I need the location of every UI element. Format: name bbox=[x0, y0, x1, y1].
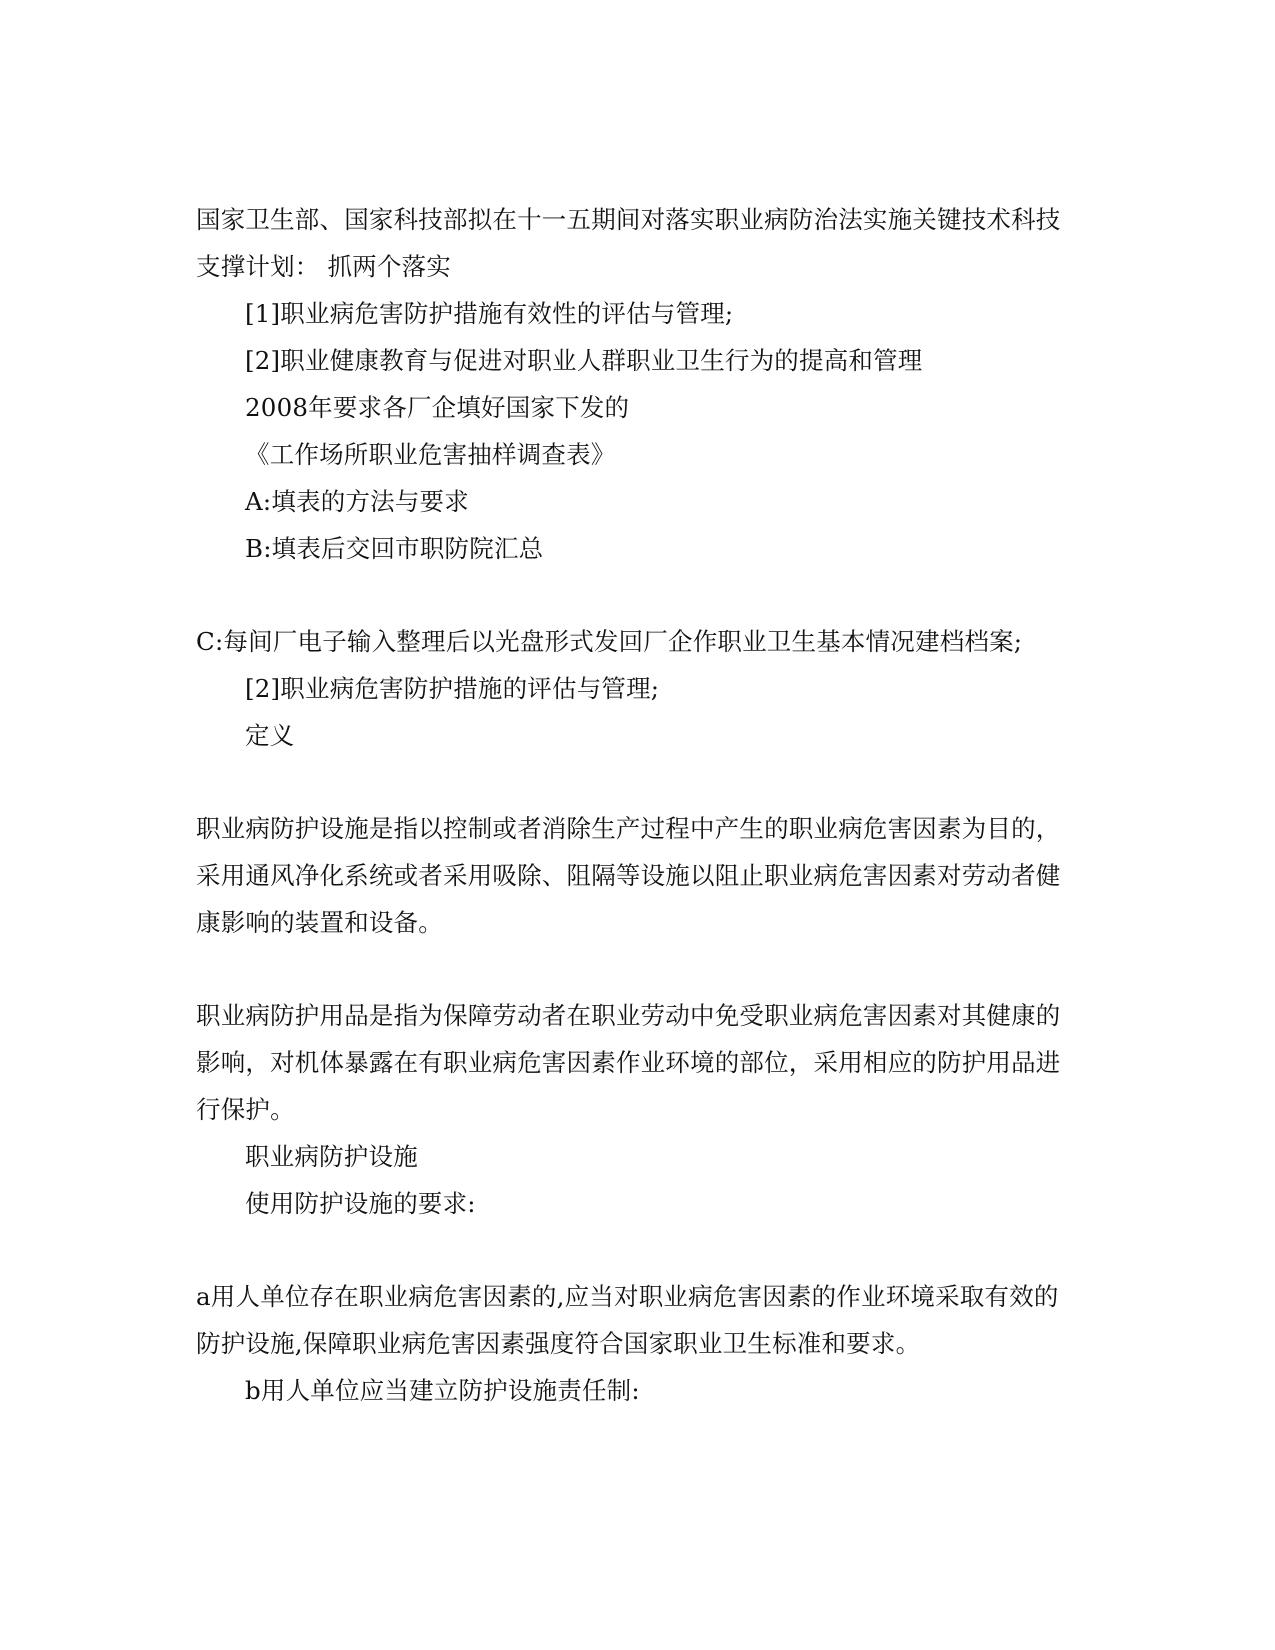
text-line: b用人单位应当建立防护设施责任制: bbox=[245, 1376, 640, 1405]
text-line: 国家卫生部、国家科技部拟在十一五期间对落实职业病防治法实施关键技术科技 bbox=[196, 205, 1061, 234]
text-line: 行保护。 bbox=[196, 1095, 295, 1124]
text-line: 康影响的装置和设备。 bbox=[196, 908, 443, 937]
text-line: [2]职业健康教育与促进对职业人群职业卫生行为的提高和管理 bbox=[245, 346, 923, 375]
text-line: 2008年要求各厂企填好国家下发的 bbox=[245, 393, 630, 422]
text-line: [1]职业病危害防护措施有效性的评估与管理; bbox=[245, 299, 734, 328]
text-line: 影响，对机体暴露在有职业病危害因素作业环境的部位，采用相应的防护用品进 bbox=[196, 1048, 1061, 1077]
text-line: B:填表后交回市职防院汇总 bbox=[245, 534, 544, 563]
text-line: A:填表的方法与要求 bbox=[245, 487, 469, 516]
text-line: 定义 bbox=[245, 721, 295, 750]
text-line: 防护设施,保障职业病危害因素强度符合国家职业卫生标准和要求。 bbox=[196, 1329, 921, 1358]
text-line: 职业病防护设施是指以控制或者消除生产过程中产生的职业病危害因素为目的， bbox=[196, 814, 1061, 843]
text-line: 《工作场所职业危害抽样调查表》 bbox=[245, 440, 616, 469]
text-line: 支撑计划： 抓两个落实 bbox=[196, 252, 451, 281]
text-line: 职业病防护设施 bbox=[245, 1142, 418, 1171]
text-line: 职业病防护用品是指为保障劳动者在职业劳动中免受职业病危害因素对其健康的 bbox=[196, 1001, 1061, 1030]
text-line: C:每间厂电子输入整理后以光盘形式发回厂企作职业卫生基本情况建档档案; bbox=[196, 627, 1023, 656]
text-line: 采用通风净化系统或者采用吸除、阻隔等设施以阻止职业病危害因素对劳动者健 bbox=[196, 861, 1061, 890]
text-line: [2]职业病危害防护措施的评估与管理; bbox=[245, 674, 660, 703]
text-line: 使用防护设施的要求: bbox=[245, 1189, 476, 1218]
text-line: a用人单位存在职业病危害因素的,应当对职业病危害因素的作业环境采取有效的 bbox=[196, 1282, 1059, 1311]
